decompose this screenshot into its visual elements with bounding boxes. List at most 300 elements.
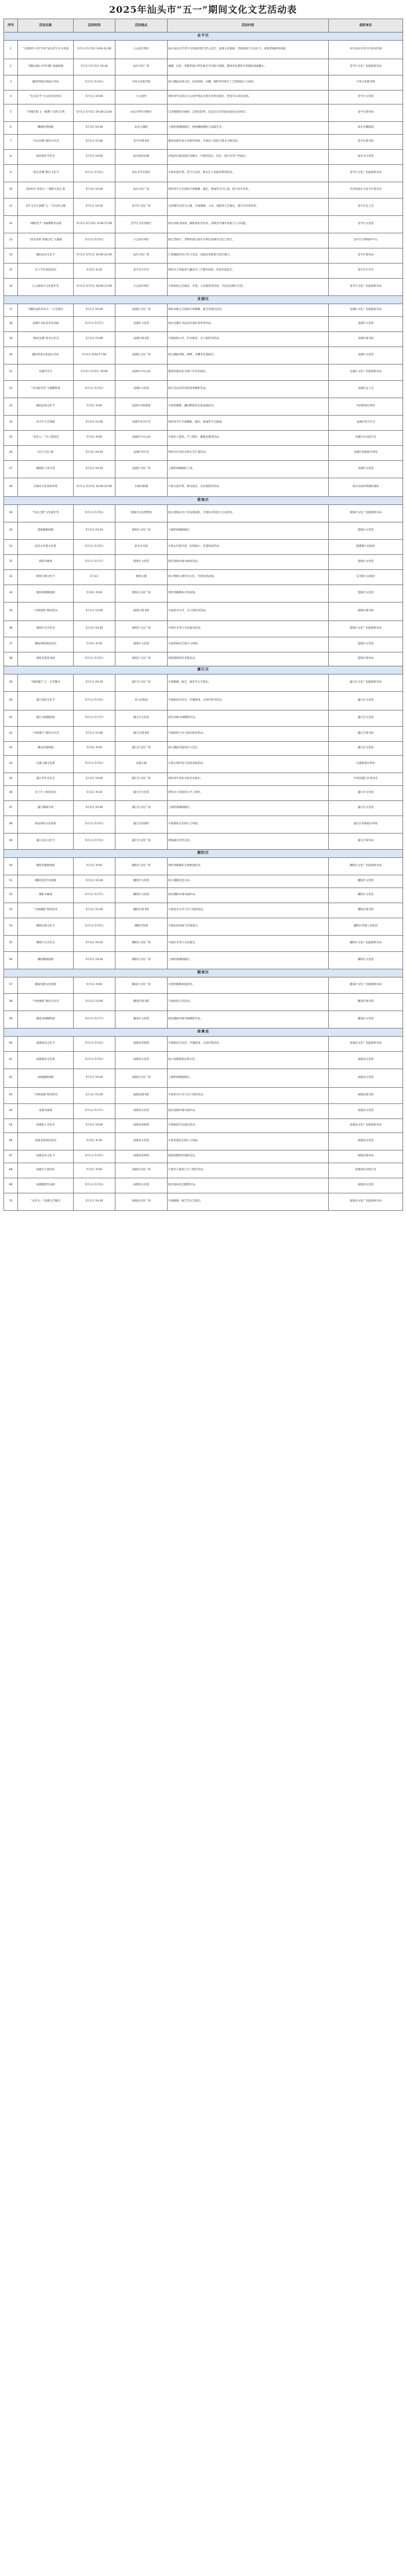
cell-no: 3 xyxy=(4,75,18,91)
cell-org: 金平区少年宫 xyxy=(329,264,403,279)
cell-place: 龙湖区各社区 xyxy=(115,446,168,461)
cell-place: 澄海区文化广场 xyxy=(115,522,168,540)
cell-desc: 沿海滨长廊设置音乐舞台，开展管弦乐、民乐、流行乐等户外演出。 xyxy=(168,150,329,165)
cell-place: 汕头市民广场 xyxy=(115,182,168,199)
cell-desc: 展出龙湖区书法美术爱好者优秀作品。 xyxy=(168,317,329,332)
cell-org: 汕头市文化馆 xyxy=(329,150,403,165)
cell-place: 澄海区人民广场 xyxy=(115,621,168,637)
cell-desc: 开展读书分享与亲子阅读活动。 xyxy=(168,1088,329,1104)
cell-org: 金平区图书馆 xyxy=(329,135,403,150)
cell-name: 南澳亲子游园会 xyxy=(18,1163,74,1178)
cell-org: 濠江区图书馆 xyxy=(329,727,403,742)
table-row xyxy=(4,710,403,727)
cell-name: 达濠古城文化游 xyxy=(18,756,74,773)
cell-org: 潮南区图书馆 xyxy=(329,994,403,1011)
cell-place: 青云岩海滨 xyxy=(115,692,168,710)
cell-time: 5月1日-5月5日 10:00-22:00 xyxy=(74,248,115,264)
cell-time: 5月1日 19:30 xyxy=(74,1193,115,1211)
cell-time: 5月1日-5月5日 9:00-22:00 xyxy=(74,41,115,59)
cell-place: 龙湖区文化广场 xyxy=(115,304,168,317)
cell-desc: 展出澄海本地书画家作品。 xyxy=(168,555,329,570)
cell-org: 共青团濠江区委员会 xyxy=(329,773,403,786)
cell-no: 5 xyxy=(4,104,18,122)
cell-desc: 展销澄海特色非遗美食。 xyxy=(168,652,329,666)
cell-place: 南澳县文化广场 xyxy=(115,1069,168,1088)
table-row xyxy=(4,41,403,59)
table-row xyxy=(4,365,403,381)
cell-org: 外砂街道办事处 xyxy=(329,398,403,416)
cell-time: 5月1日-5月5日 xyxy=(74,165,115,182)
cell-org: 南澳县文化馆 xyxy=(329,1052,403,1069)
cell-name: 南澳海上音乐会 xyxy=(18,1119,74,1133)
cell-name: 樟林古港文化节 xyxy=(18,570,74,585)
header-name: 活动名称 xyxy=(18,19,74,33)
cell-time: 5月1日-5月7日 xyxy=(74,1104,115,1119)
cell-time: 5月1日 19:30 xyxy=(74,199,115,216)
cell-place: 濠江区文化广场 xyxy=(115,674,168,692)
cell-org: 中共汕头市金平区委宣传部 xyxy=(329,41,403,59)
cell-name: 潮阳书画展 xyxy=(18,888,74,903)
cell-org: 濠江区文化馆 xyxy=(329,801,403,816)
cell-desc: 组织亲子家庭参与手工制作。 xyxy=(168,786,329,801)
cell-name: 南澳摄影作品展 xyxy=(18,1178,74,1193)
cell-name: 潮汕美食文化节 xyxy=(18,248,74,264)
table-row xyxy=(4,1150,403,1163)
cell-no: 16 xyxy=(4,279,18,296)
cell-time: 5月5日 19:30 xyxy=(74,461,115,478)
cell-org: 南澳县图书馆 xyxy=(329,1088,403,1104)
cell-time: 5月5日 19:30 xyxy=(74,952,115,969)
cell-name: “欢乐五一”亲子游园会 xyxy=(18,431,74,446)
cell-no: 56 xyxy=(4,952,18,969)
cell-name: 潮阳潮剧展演 xyxy=(18,952,74,969)
table-row xyxy=(4,59,403,75)
cell-name: 南澳非遗体验活动 xyxy=(18,1133,74,1150)
cell-name: “潮汕戏曲·百年回响”戏曲展演 xyxy=(18,59,74,75)
cell-time: 5月2日 19:30 xyxy=(74,1069,115,1088)
cell-time: 5月4日 19:00 xyxy=(74,773,115,786)
cell-no: 70 xyxy=(4,1193,18,1211)
table-row xyxy=(4,1104,403,1119)
cell-no: 9 xyxy=(4,165,18,182)
cell-org: 金平区文化广电旅游体育局 xyxy=(329,59,403,75)
table-row xyxy=(4,478,403,497)
cell-time: 5月3日 15:00 xyxy=(74,1088,115,1104)
cell-org: 潮阳区文化馆 xyxy=(329,888,403,903)
cell-place: 小公园开埠区 xyxy=(115,41,168,59)
cell-desc: 展示汕头百年老字号发展历程与匠心技艺，设置文化展板、非遗体验与互动打卡，重现老城商埠风貌。 xyxy=(168,41,329,59)
cell-time: 5月4日 19:30 xyxy=(74,936,115,952)
cell-no: 27 xyxy=(4,461,18,478)
table-row xyxy=(4,936,403,952)
table-row xyxy=(4,431,403,446)
cell-time: 5月3日 9:00-17:00 xyxy=(74,347,115,365)
cell-name: “书香潮阳”阅读活动 xyxy=(18,903,74,918)
page-title: 2025年汕头市“五一”期间文化文艺活动表 xyxy=(109,4,297,15)
cell-org: 潮阳区文化馆 xyxy=(329,952,403,969)
cell-no: 37 xyxy=(4,637,18,652)
cell-desc: 开展阅读分享、好书推荐、亲子阅读等活动。 xyxy=(168,332,329,347)
cell-desc: 开展读书分享、亲子阅读等活动。 xyxy=(168,602,329,621)
cell-place: 汕头市民广场 xyxy=(115,248,168,264)
table-row xyxy=(4,216,403,233)
cell-desc: 上演经典潮剧剧目。 xyxy=(168,1069,329,1088)
cell-time: 5月2日 15:00 xyxy=(74,135,115,150)
table-row xyxy=(4,952,403,969)
cell-no: 50 xyxy=(4,858,18,875)
cell-no: 2 xyxy=(4,59,18,75)
cell-time: 5月5日 9:30 xyxy=(74,1133,115,1150)
cell-name: 潮剧折子戏专场 xyxy=(18,461,74,478)
cell-place: 汕头大剧院 xyxy=(115,122,168,135)
cell-name: 亲子手作体验活动 xyxy=(18,264,74,279)
cell-place: 龙湖区文化广场 xyxy=(115,461,168,478)
cell-desc: 邀请本地作家分享创作经验，开展亲子阅读与图书交换活动。 xyxy=(168,135,329,150)
cell-no: 19 xyxy=(4,332,18,347)
cell-place: 潮阳区文化广场 xyxy=(115,952,168,969)
cell-desc: 展销濠江特色美食。 xyxy=(168,834,329,850)
cell-desc: 展出海岛风光摄影作品。 xyxy=(168,1178,329,1193)
cell-org: 濠江区文化馆 xyxy=(329,742,403,756)
cell-org: 金平区文化广电旅游体育局 xyxy=(329,165,403,182)
cell-time: 5月2日 19:30 xyxy=(74,875,115,888)
cell-time: 5月1日-5月5日 xyxy=(74,756,115,773)
cell-org: 龙湖区文化馆 xyxy=(329,347,403,365)
cell-time: 5月4日 19:00 xyxy=(74,150,115,165)
cell-desc: 展销南澳特色海鲜美食。 xyxy=(168,1150,329,1163)
cell-no: 55 xyxy=(4,936,18,952)
cell-desc: 开展阅读分享与图书推荐活动。 xyxy=(168,727,329,742)
table-row xyxy=(4,801,403,816)
cell-no: 60 xyxy=(4,1037,18,1052)
cell-desc: 组织本地文艺团体开展歌舞、曲艺等演出活动。 xyxy=(168,304,329,317)
table-row xyxy=(4,165,403,182)
cell-org: 澄海区文化馆 xyxy=(329,585,403,602)
cell-name: 亲子手工体验活动 xyxy=(18,786,74,801)
cell-org: 澄海区商务局 xyxy=(329,652,403,666)
header-no: 序号 xyxy=(4,19,18,33)
cell-org: 潮阳区各镇人民政府 xyxy=(329,918,403,936)
cell-desc: 开展英歌舞、潮汕锣鼓等民俗表演活动。 xyxy=(168,398,329,416)
cell-desc: 展出南澳本地书画作品。 xyxy=(168,1104,329,1119)
cell-time: 5月1日-5月5日 16:00-22:00 xyxy=(74,478,115,497)
cell-org: 潮南区文化广电旅游体育局 xyxy=(329,977,403,994)
cell-name: 澄海灯光音乐会 xyxy=(18,621,74,637)
section-name: 南澳县 xyxy=(4,1029,403,1037)
cell-place: 濠江区各渔村 xyxy=(115,816,168,834)
cell-desc: 组织青年文艺团体开展歌舞、器乐、朗诵等节目汇演，展示青年风采。 xyxy=(168,182,329,199)
cell-time: 5月1日 9:00 xyxy=(74,431,115,446)
table-row xyxy=(4,727,403,742)
cell-org: 龙湖区文化馆 xyxy=(329,317,403,332)
table-row xyxy=(4,135,403,150)
cell-place: 龙湖区图书馆 xyxy=(115,332,168,347)
header-place: 活动地点 xyxy=(115,19,168,33)
cell-time: 5月2日 15:00 xyxy=(74,602,115,621)
cell-place: 金平区少年宫 xyxy=(115,264,168,279)
cell-name: 南澳潮剧展演 xyxy=(18,1069,74,1088)
table-row xyxy=(4,1119,403,1133)
cell-time: 5月1日-5月3日 19:30 xyxy=(74,59,115,75)
section-header-row xyxy=(4,666,403,674)
cell-time: 5月1日-5月5日 xyxy=(74,233,115,248)
cell-time: 5月2日 9:00 xyxy=(74,1163,115,1178)
table-row xyxy=(4,994,403,1011)
cell-desc: 以致敬劳动者为主题，开展歌舞、小品、戏曲等文艺演出，展示劳动者风采。 xyxy=(168,199,329,216)
cell-no: 35 xyxy=(4,602,18,621)
cell-place: 达濠古城 xyxy=(115,756,168,773)
cell-org: 南澳县文化广电旅游体育局 xyxy=(329,1193,403,1211)
cell-desc: 潮剧、汉乐、英歌等地方特色曲艺节目联合展演，邀请市民游客共赏潮汕戏曲魅力。 xyxy=(168,59,329,75)
table-row xyxy=(4,834,403,850)
table-row xyxy=(4,279,403,296)
cell-name: “书香濠江”阅读分享会 xyxy=(18,727,74,742)
cell-org: 南澳县文化馆 xyxy=(329,1178,403,1193)
cell-place: 南澳县青澳湾 xyxy=(115,1150,168,1163)
cell-time: 5月1日-5月5日 xyxy=(74,381,115,398)
cell-org: 龙湖区文化广电旅游体育局 xyxy=(329,365,403,381)
cell-no: 21 xyxy=(4,365,18,381)
cell-name: 南澳美食文化节 xyxy=(18,1150,74,1163)
table-row xyxy=(4,182,403,199)
cell-org: 南澳县文化馆 xyxy=(329,1069,403,1088)
cell-no: 59 xyxy=(4,1011,18,1029)
cell-place: 潮南区图书馆 xyxy=(115,994,168,1011)
cell-desc: 开展海滨音乐演出活动。 xyxy=(168,1119,329,1133)
cell-no: 23 xyxy=(4,398,18,416)
cell-org: 濠江区商务局 xyxy=(329,834,403,850)
cell-desc: 组织社区居民开展文艺汇演活动。 xyxy=(168,446,329,461)
cell-org: 金平区总工会 xyxy=(329,199,403,216)
cell-org: 金平区文化馆 xyxy=(329,91,403,104)
cell-name: 小公园夜市文化嘉年华 xyxy=(18,279,74,296)
cell-desc: 展示潮汕民俗文化，包括剪纸、木雕、抽纱等传统手工艺现场演示与体验。 xyxy=(168,75,329,91)
cell-org: 汕头市潮剧团 xyxy=(329,122,403,135)
cell-time: 5月3日-5月4日 19:00 xyxy=(74,365,115,381)
cell-desc: 展出潮阳本地书画作品。 xyxy=(168,888,329,903)
cell-place: 南澳县文化馆 xyxy=(115,1104,168,1119)
cell-place: 潮阳区文化馆 xyxy=(115,888,168,903)
cell-place: 南澳县文化广场 xyxy=(115,1163,168,1178)
cell-no: 40 xyxy=(4,692,18,710)
cell-org: 澄海区图书馆 xyxy=(329,602,403,621)
table-row xyxy=(4,398,403,416)
table-row xyxy=(4,1163,403,1178)
cell-desc: 展示潮阳笛套古乐。 xyxy=(168,875,329,888)
cell-time: 5月4日 9:00 xyxy=(74,585,115,602)
cell-time: 5月2日 9:30 xyxy=(74,786,115,801)
cell-desc: 上演经典潮剧剧目。 xyxy=(168,522,329,540)
cell-no: 45 xyxy=(4,773,18,786)
cell-desc: 通过老照片、老物件展示汕头开埠以来城市记忆与变迁。 xyxy=(168,233,329,248)
cell-place: 龙湖区中央公园 xyxy=(115,431,168,446)
cell-place: 汕头老市区街区 xyxy=(115,165,168,182)
cell-place: 南澳县文化馆 xyxy=(115,1133,168,1150)
cell-org: 龙湖区各街道办事处 xyxy=(329,446,403,461)
cell-org: 潮阳区图书馆 xyxy=(329,903,403,918)
cell-name: 金平文艺汇演暨“五一”劳动者之歌 xyxy=(18,199,74,216)
cell-time: 5月3日 15:00 xyxy=(74,903,115,918)
cell-org: 濠江区文化馆 xyxy=(329,692,403,710)
cell-org: 金平区文化广电旅游体育局 xyxy=(329,279,403,296)
section-name: 濠江区 xyxy=(4,666,403,674)
cell-no: 42 xyxy=(4,727,18,742)
cell-time: 5月3日 9:00 xyxy=(74,742,115,756)
cell-place: 南澳县图书馆 xyxy=(115,1088,168,1104)
table-row xyxy=(4,347,403,365)
cell-time: 5月2日 19:30 xyxy=(74,522,115,540)
cell-place: 南澳县青澳湾 xyxy=(115,1037,168,1052)
table-row xyxy=(4,977,403,994)
cell-name: 濠江青年音乐会 xyxy=(18,773,74,786)
cell-place: 濠江区文化广场 xyxy=(115,834,168,850)
cell-place: 前美古村落 xyxy=(115,540,168,555)
cell-desc: 展示澄海玩具产业发展成果，开展玩具体验与互动活动。 xyxy=(168,505,329,522)
cell-time: 5月1日-5月5日 xyxy=(74,1052,115,1069)
table-row xyxy=(4,1133,403,1150)
cell-place: 金平区图书馆 xyxy=(115,135,168,150)
table-row xyxy=(4,756,403,773)
cell-name: 南澳书画展 xyxy=(18,1104,74,1119)
cell-place: 潮阳区文化馆 xyxy=(115,875,168,888)
cell-name: “老城光影·五一假期”大型灯光秀 xyxy=(18,104,74,122)
table-row xyxy=(4,122,403,135)
section-header-row xyxy=(4,33,403,41)
cell-name: “汕头老城”街区文化节 xyxy=(18,165,74,182)
cell-org: 达濠街道办事处 xyxy=(329,756,403,773)
cell-name: 濠江潮剧专场 xyxy=(18,801,74,816)
cell-no: 12 xyxy=(4,216,18,233)
cell-time: 5月1日 19:30 xyxy=(74,304,115,317)
cell-org: 共青团汕头市金平区委员会 xyxy=(329,182,403,199)
cell-name: 社区文艺汇演 xyxy=(18,446,74,461)
cell-time: 5月1日-5月5日 xyxy=(74,1037,115,1052)
cell-no: 58 xyxy=(4,994,18,1011)
table-row xyxy=(4,1011,403,1029)
header-desc: 活动内容 xyxy=(168,19,329,33)
cell-no: 7 xyxy=(4,135,18,150)
cell-no: 26 xyxy=(4,446,18,461)
cell-place: 潮南区文化广场 xyxy=(115,977,168,994)
cell-place: 濠江区图书馆 xyxy=(115,727,168,742)
cell-desc: 组织亲子家庭参与潮汕手工艺制作体验，传承非遗技艺。 xyxy=(168,264,329,279)
cell-time: 5月1日-5月5日 xyxy=(74,540,115,555)
table-row xyxy=(4,570,403,585)
table-row xyxy=(4,652,403,666)
cell-place: 汕头市民广场 xyxy=(115,59,168,75)
cell-desc: 组织青年乐队开展音乐演出。 xyxy=(168,773,329,786)
table-row xyxy=(4,903,403,918)
cell-place: 濠江区文化馆 xyxy=(115,786,168,801)
cell-time: 5月1日 19:30 xyxy=(74,674,115,692)
cell-time: 5月5日 9:30 xyxy=(74,637,115,652)
cell-place: 澄海区文化馆 xyxy=(115,555,168,570)
cell-name: 龙湖音乐节 xyxy=(18,365,74,381)
cell-time: 5月1日-5月5日 18:00-23:00 xyxy=(74,279,115,296)
cell-no: 49 xyxy=(4,834,18,850)
cell-place: 濠江区文化广场 xyxy=(115,742,168,756)
cell-time: 5月1日-5月7日 xyxy=(74,888,115,903)
cell-place: 潮南区文化馆 xyxy=(115,1011,168,1029)
cell-place: 南澳县文化馆 xyxy=(115,1052,168,1069)
cell-desc: 组织青少年开展舞蹈、器乐、朗诵等才艺展演。 xyxy=(168,416,329,431)
cell-place: 澄海区文化馆 xyxy=(115,637,168,652)
cell-place: 汕头开埠区老街区 xyxy=(115,104,168,122)
cell-place: 东海岸新城 xyxy=(115,478,168,497)
cell-name: 澄海潮剧展演 xyxy=(18,522,74,540)
table-row xyxy=(4,505,403,522)
table-row xyxy=(4,264,403,279)
cell-org: 金平区文物保护中心 xyxy=(329,233,403,248)
cell-desc: 开展非遗技艺展示与体验。 xyxy=(168,1133,329,1150)
header-org: 组织单位 xyxy=(329,19,403,33)
cell-name: 濠江美食文化节 xyxy=(18,834,74,850)
cell-name: 潮汕非遗文化展示活动 xyxy=(18,347,74,365)
table-row xyxy=(4,1178,403,1193)
cell-desc: 组织青年乐团在小公园亭周边开展音乐快闪演出，营造节日欢乐氛围。 xyxy=(168,91,329,104)
cell-no: 4 xyxy=(4,91,18,104)
table-row xyxy=(4,875,403,888)
cell-no: 15 xyxy=(4,264,18,279)
header-time: 活动时间 xyxy=(74,19,115,33)
cell-no: 44 xyxy=(4,756,18,773)
cell-no: 47 xyxy=(4,801,18,816)
cell-no: 11 xyxy=(4,199,18,216)
cell-place: 澄海区玩具博物馆 xyxy=(115,505,168,522)
cell-org: 潮阳区文化广电旅游体育局 xyxy=(329,858,403,875)
cell-desc: 开展英歌舞表演活动。 xyxy=(168,977,329,994)
cell-name: 潮阳灯光音乐会 xyxy=(18,936,74,952)
cell-desc: 展示潮汕剪纸、刺绣、木雕等非遗项目。 xyxy=(168,347,329,365)
cell-org: 澄海区文化馆 xyxy=(329,555,403,570)
table-row xyxy=(4,416,403,431)
cell-name: “阅读龙湖”读书分享会 xyxy=(18,332,74,347)
cell-place: 小公园亭 xyxy=(115,91,168,104)
cell-no: 18 xyxy=(4,317,18,332)
cell-time: 5月4日 15:00 xyxy=(74,416,115,431)
cell-org: 东里镇人民政府 xyxy=(329,570,403,585)
cell-time: 5月1日-5月7日 xyxy=(74,317,115,332)
section-header-row xyxy=(4,497,403,505)
table-row xyxy=(4,602,403,621)
cell-desc: 展示樟林古港历史文化，开展民俗表演。 xyxy=(168,570,329,585)
cell-desc: 开展歌舞、曲艺、器乐等文艺演出。 xyxy=(168,674,329,692)
cell-place: 汕头海滨长廊 xyxy=(115,150,168,165)
table-row xyxy=(4,104,403,122)
cell-time: 5月1日-5月7日 xyxy=(74,555,115,570)
cell-org: 濠江区文化广电旅游体育局 xyxy=(329,674,403,692)
cell-no: 30 xyxy=(4,522,18,540)
cell-desc: 组织英歌舞队开展展演活动。 xyxy=(168,858,329,875)
table-row xyxy=(4,585,403,602)
cell-org: 濠江区文化馆 xyxy=(329,786,403,801)
cell-place: 樟林古港 xyxy=(115,570,168,585)
cell-time: 5月1日-5月5日 xyxy=(74,505,115,522)
cell-desc: 开展古村落导览、民俗展示、非遗体验活动。 xyxy=(168,540,329,555)
cell-name: “汕头故事·老城记忆”主题展 xyxy=(18,233,74,248)
cell-org: 潮南区文化馆 xyxy=(329,1011,403,1029)
cell-place: 小公园开埠区 xyxy=(115,233,168,248)
cell-no: 22 xyxy=(4,381,18,398)
cell-name: 潮汕剪纸体验活动 xyxy=(18,637,74,652)
cell-no: 17 xyxy=(4,304,18,317)
cell-org: 龙湖区妇女联合会 xyxy=(329,431,403,446)
cell-desc: 开展亲子游戏、手工制作、趣味竞赛等活动。 xyxy=(168,431,329,446)
cell-no: 1 xyxy=(4,41,18,59)
section-name: 澄海区 xyxy=(4,497,403,505)
cell-desc: 开展剪纸技艺展示与体验。 xyxy=(168,637,329,652)
table-header-row xyxy=(4,19,403,33)
